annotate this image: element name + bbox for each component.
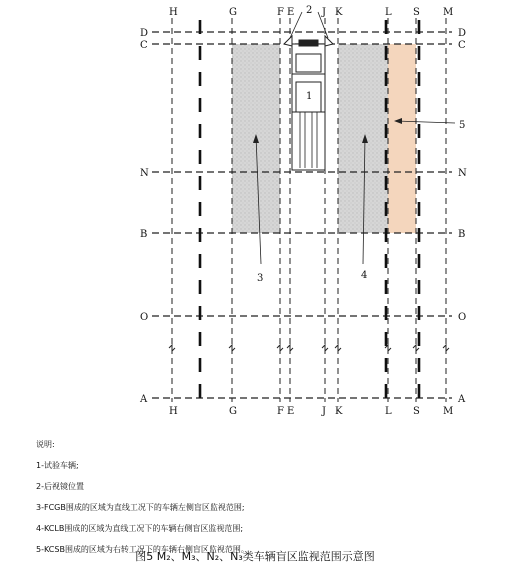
row-label-left-a: A	[140, 394, 148, 405]
column-label-top-e: E	[287, 7, 295, 18]
column-label-top-g: G	[229, 7, 237, 18]
row-label-left-c: C	[140, 40, 148, 51]
column-label-bottom-s: S	[413, 406, 420, 417]
row-label-right-d: D	[458, 28, 467, 39]
column-label-bottom-f: F	[277, 406, 284, 417]
callout-5: 5	[459, 120, 466, 131]
row-label-left-d: D	[140, 28, 149, 39]
legend-item-3: 3-FCGB围成的区域为直线工况下的车辆左侧盲区监视范围;	[36, 503, 245, 512]
legend	[36, 434, 496, 560]
column-label-bottom-j: J	[322, 406, 327, 417]
legend-item-2: 2-后视镜位置	[36, 482, 84, 491]
break-symbol-k	[335, 345, 341, 351]
legend-item-1: 1-试验车辆;	[36, 461, 79, 470]
vehicle-badge	[299, 40, 318, 46]
column-label-top-j: J	[322, 7, 327, 18]
vehicle-cab	[292, 44, 325, 74]
break-symbol-m	[443, 345, 449, 351]
column-label-top-k: K	[335, 7, 343, 18]
row-label-left-o: O	[140, 312, 149, 323]
callout-3: 3	[257, 273, 264, 284]
break-symbol-g	[229, 345, 235, 351]
legend-item-4: 4-KCLB围成的区域为直线工况下的车辆右侧盲区监视范围;	[36, 524, 244, 533]
row-label-right-n: N	[458, 168, 467, 179]
column-label-bottom-e: E	[287, 406, 295, 417]
row-label-right-a: A	[458, 394, 466, 405]
figure-caption: 图5 M₂、M₃、N₂、N₃类车辆盲区监视范围示意图	[135, 550, 375, 563]
break-symbol-e	[287, 345, 293, 351]
column-label-top-s: S	[413, 7, 420, 18]
column-label-bottom-g: G	[229, 406, 237, 417]
row-label-left-n: N	[140, 168, 149, 179]
row-label-left-b: B	[140, 229, 148, 240]
column-label-bottom-m: M	[443, 406, 454, 417]
callout-4: 4	[361, 270, 368, 281]
break-symbol-f	[277, 345, 283, 351]
column-label-top-l: L	[385, 7, 392, 18]
legend-heading: 说明:	[36, 440, 55, 449]
vehicle-body	[292, 74, 325, 170]
column-label-top-h: H	[169, 7, 178, 18]
break-symbols	[169, 345, 449, 351]
legend-item-5: 5-KCSB围成的区域为右转工况下的车辆右侧盲区监视范围。	[36, 545, 249, 554]
right-blind-zone-kclb	[338, 44, 388, 233]
callout-2: 2	[306, 5, 313, 16]
right-mirror	[325, 36, 333, 46]
row-label-right-o: O	[458, 312, 467, 323]
column-label-top-f: F	[277, 7, 284, 18]
column-label-bottom-h: H	[169, 406, 178, 417]
row-label-right-c: C	[458, 40, 466, 51]
callout-1: 1	[306, 91, 313, 102]
column-label-bottom-l: L	[385, 406, 392, 417]
right-turn-blind-zone-kcsb	[388, 44, 416, 233]
row-label-right-b: B	[458, 229, 466, 240]
test-vehicle	[284, 36, 333, 170]
column-label-top-m: M	[443, 7, 454, 18]
left-mirror	[284, 36, 292, 46]
column-label-bottom-k: K	[335, 406, 343, 417]
break-symbol-h	[169, 345, 175, 351]
break-symbol-j	[322, 345, 328, 351]
